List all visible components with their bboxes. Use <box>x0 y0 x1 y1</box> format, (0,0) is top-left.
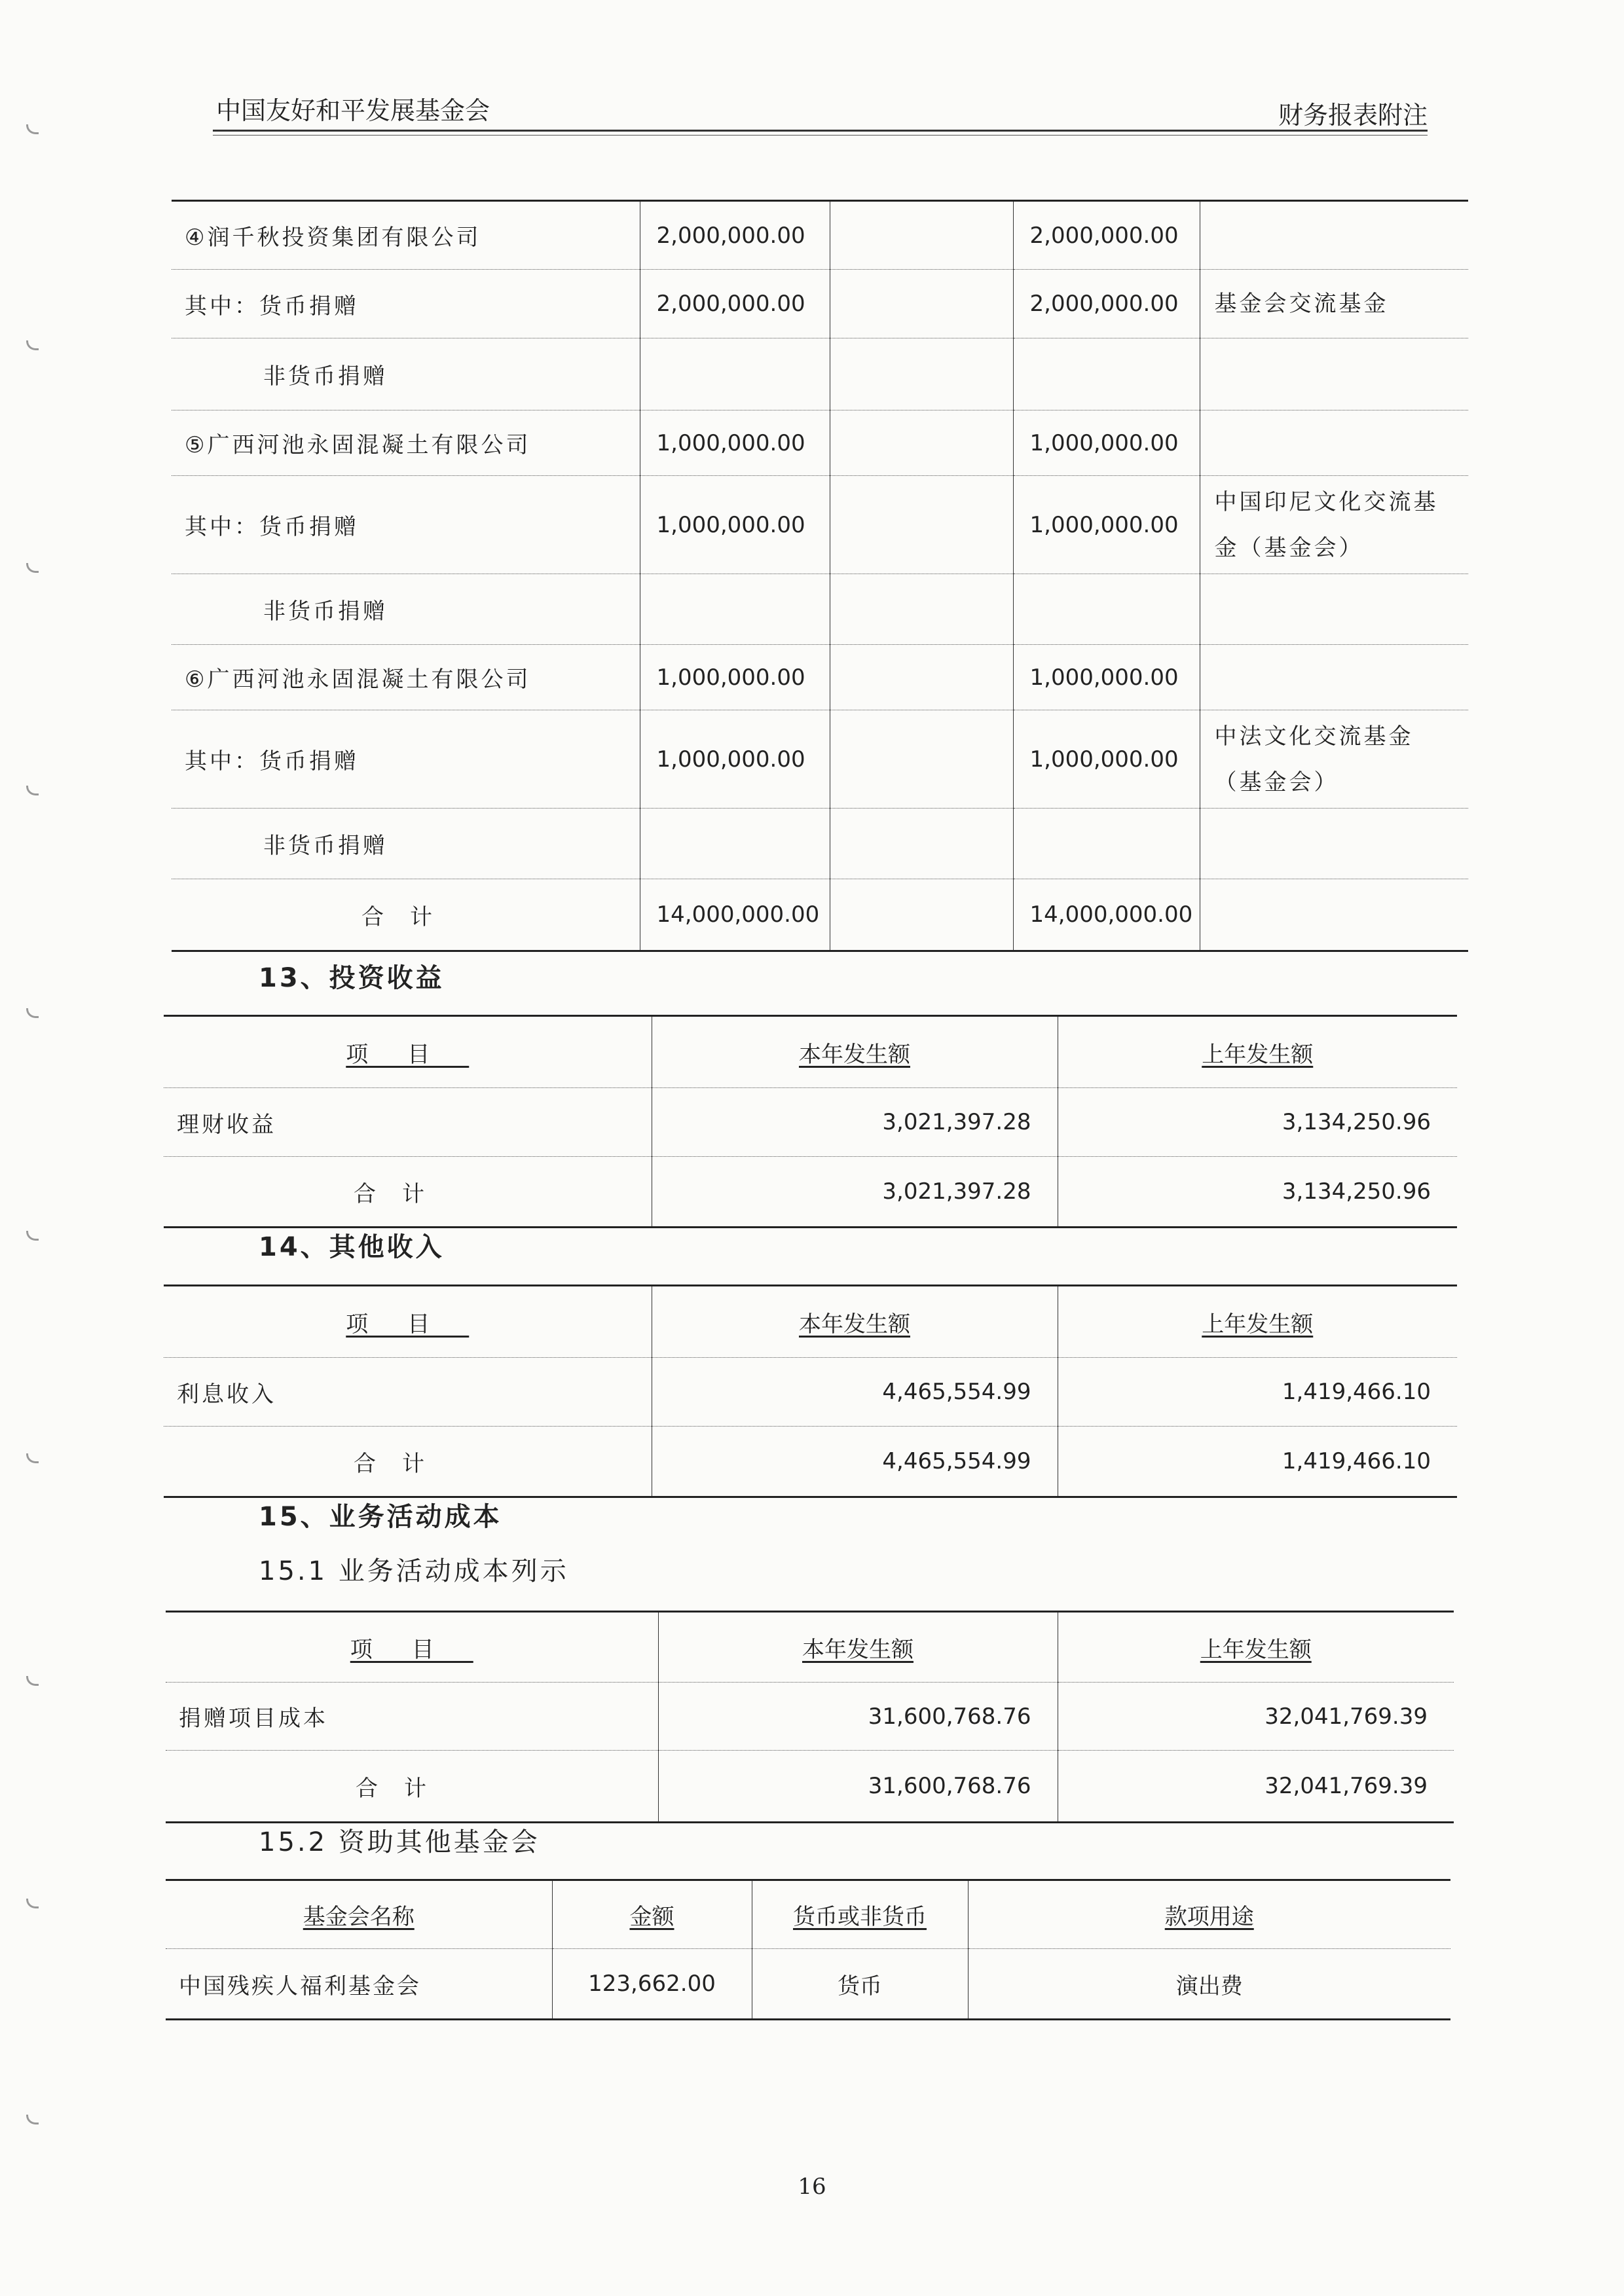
table-row <box>172 476 1468 574</box>
other-income-table <box>164 1285 1457 1498</box>
purpose-cell <box>1200 809 1468 879</box>
page-number: 16 <box>798 2174 826 2200</box>
purpose-cell <box>1200 879 1468 951</box>
amount-cell: 2,000,000.00 <box>640 201 830 270</box>
current-amount: 4,465,554.99 <box>652 1358 1058 1427</box>
grant-type: 货币 <box>752 1949 968 2020</box>
donor-name: ⑥广西河池永固混凝土有限公司 <box>172 645 640 710</box>
section-15-title: 15、业务活动成本 <box>259 1502 502 1532</box>
amount-cell: 14,000,000.00 <box>640 879 830 951</box>
prior-amount: 1,419,466.10 <box>1058 1427 1457 1497</box>
item-name: 利息收入 <box>164 1358 652 1427</box>
amount-cell <box>830 338 1013 410</box>
col-header: 上年发生额 <box>1058 1612 1454 1683</box>
table-row <box>172 338 1468 410</box>
current-amount: 3,021,397.28 <box>652 1157 1058 1228</box>
amount-cell <box>1013 574 1200 645</box>
donor-name: 其中：货币捐赠 <box>172 270 640 338</box>
table-header-row <box>166 1612 1454 1683</box>
amount-cell <box>1013 809 1200 879</box>
amount-cell <box>830 809 1013 879</box>
amount-cell: 1,000,000.00 <box>640 645 830 710</box>
amount-cell <box>830 270 1013 338</box>
prior-amount: 32,041,769.39 <box>1058 1683 1454 1751</box>
amount-cell <box>830 574 1013 645</box>
purpose-cell: 中法文化交流基金（基金会） <box>1200 710 1468 809</box>
table-row <box>166 1683 1454 1751</box>
punch-mark <box>26 340 39 350</box>
amount-cell: 1,000,000.00 <box>640 410 830 476</box>
col-header: 上年发生额 <box>1058 1016 1457 1088</box>
col-header: 项目 <box>164 1016 652 1088</box>
punch-mark <box>26 1453 39 1463</box>
donor-name: ⑤广西河池永固混凝土有限公司 <box>172 410 640 476</box>
total-label: 合计 <box>164 1157 652 1228</box>
amount-cell: 2,000,000.00 <box>1013 270 1200 338</box>
donor-name: 非货币捐赠 <box>172 809 640 879</box>
prior-amount: 3,134,250.96 <box>1058 1157 1457 1228</box>
prior-amount: 32,041,769.39 <box>1058 1751 1454 1823</box>
col-header: 本年发生额 <box>652 1286 1058 1358</box>
donor-name: 其中：货币捐赠 <box>172 710 640 809</box>
punch-mark <box>26 563 39 573</box>
total-row <box>172 879 1468 951</box>
current-amount: 3,021,397.28 <box>652 1088 1058 1157</box>
purpose-cell <box>1200 410 1468 476</box>
header-rule <box>213 135 1428 136</box>
total-row <box>164 1157 1457 1228</box>
amount-cell: 14,000,000.00 <box>1013 879 1200 951</box>
amount-cell: 1,000,000.00 <box>640 710 830 809</box>
punch-mark <box>26 1231 39 1241</box>
total-label: 合计 <box>172 879 640 951</box>
purpose-cell <box>1200 338 1468 410</box>
donor-name: ④润千秋投资集团有限公司 <box>172 201 640 270</box>
section-15-2-title: 15.2 资助其他基金会 <box>259 1827 540 1857</box>
current-amount: 31,600,768.76 <box>658 1683 1058 1751</box>
donor-name: 其中：货币捐赠 <box>172 476 640 574</box>
amount-cell: 1,000,000.00 <box>1013 645 1200 710</box>
col-header: 本年发生额 <box>652 1016 1058 1088</box>
amount-cell <box>640 338 830 410</box>
table-header-row <box>164 1016 1457 1088</box>
header-org: 中国友好和平发展基金会 <box>216 96 490 125</box>
punch-mark <box>26 1676 39 1686</box>
section-14-title: 14、其他收入 <box>259 1232 445 1262</box>
total-row <box>164 1427 1457 1497</box>
purpose-cell <box>1200 645 1468 710</box>
table-row <box>164 1088 1457 1157</box>
table-row <box>172 270 1468 338</box>
col-header: 金额 <box>552 1880 752 1949</box>
amount-cell: 1,000,000.00 <box>1013 710 1200 809</box>
amount-cell <box>830 476 1013 574</box>
amount-cell <box>830 710 1013 809</box>
punch-mark <box>26 124 39 134</box>
amount-cell: 2,000,000.00 <box>1013 201 1200 270</box>
business-cost-table <box>166 1611 1454 1823</box>
amount-cell: 1,000,000.00 <box>1013 410 1200 476</box>
total-label: 合计 <box>166 1751 658 1823</box>
header-doc-title: 财务报表附注 <box>1278 101 1428 130</box>
amount-cell <box>830 201 1013 270</box>
col-header: 货币或非货币 <box>752 1880 968 1949</box>
grant-amount: 123,662.00 <box>552 1949 752 2020</box>
prior-amount: 1,419,466.10 <box>1058 1358 1457 1427</box>
total-label: 合计 <box>164 1427 652 1497</box>
purpose-cell: 基金会交流基金 <box>1200 270 1468 338</box>
donor-name: 非货币捐赠 <box>172 338 640 410</box>
amount-cell <box>640 809 830 879</box>
col-header: 基金会名称 <box>166 1880 552 1949</box>
punch-mark <box>26 1899 39 1908</box>
col-header: 款项用途 <box>968 1880 1450 1949</box>
amount-cell <box>830 645 1013 710</box>
donation-table <box>172 200 1468 952</box>
current-amount: 4,465,554.99 <box>652 1427 1058 1497</box>
table-row <box>172 645 1468 710</box>
amount-cell <box>830 410 1013 476</box>
punch-mark <box>26 2115 39 2124</box>
col-header: 上年发生额 <box>1058 1286 1457 1358</box>
purpose-cell: 中国印尼文化交流基金（基金会） <box>1200 476 1468 574</box>
table-row <box>172 574 1468 645</box>
item-name: 捐赠项目成本 <box>166 1683 658 1751</box>
table-row <box>172 410 1468 476</box>
table-row <box>164 1358 1457 1427</box>
amount-cell <box>830 879 1013 951</box>
section-13-title: 13、投资收益 <box>259 963 445 993</box>
amount-cell <box>1013 338 1200 410</box>
grant-use: 演出费 <box>968 1949 1450 2020</box>
col-header: 本年发生额 <box>658 1612 1058 1683</box>
table-row <box>172 201 1468 270</box>
amount-cell: 2,000,000.00 <box>640 270 830 338</box>
punch-mark <box>26 786 39 795</box>
punch-mark <box>26 1008 39 1018</box>
table-row <box>172 809 1468 879</box>
section-15-1-title: 15.1 业务活动成本列示 <box>259 1556 569 1586</box>
item-name: 理财收益 <box>164 1088 652 1157</box>
header-rule <box>213 130 1428 132</box>
purpose-cell <box>1200 201 1468 270</box>
table-header-row <box>164 1286 1457 1358</box>
table-row <box>172 710 1468 809</box>
col-header: 项目 <box>166 1612 658 1683</box>
total-row <box>166 1751 1454 1823</box>
purpose-cell <box>1200 574 1468 645</box>
col-header: 项目 <box>164 1286 652 1358</box>
current-amount: 31,600,768.76 <box>658 1751 1058 1823</box>
prior-amount: 3,134,250.96 <box>1058 1088 1457 1157</box>
investment-income-table <box>164 1015 1457 1228</box>
table-header-row <box>166 1880 1450 1949</box>
table-row <box>166 1949 1450 2020</box>
amount-cell: 1,000,000.00 <box>1013 476 1200 574</box>
grant-foundation-table <box>166 1879 1450 2020</box>
amount-cell: 1,000,000.00 <box>640 476 830 574</box>
foundation-name: 中国残疾人福利基金会 <box>166 1949 552 2020</box>
amount-cell <box>640 574 830 645</box>
donor-name: 非货币捐赠 <box>172 574 640 645</box>
